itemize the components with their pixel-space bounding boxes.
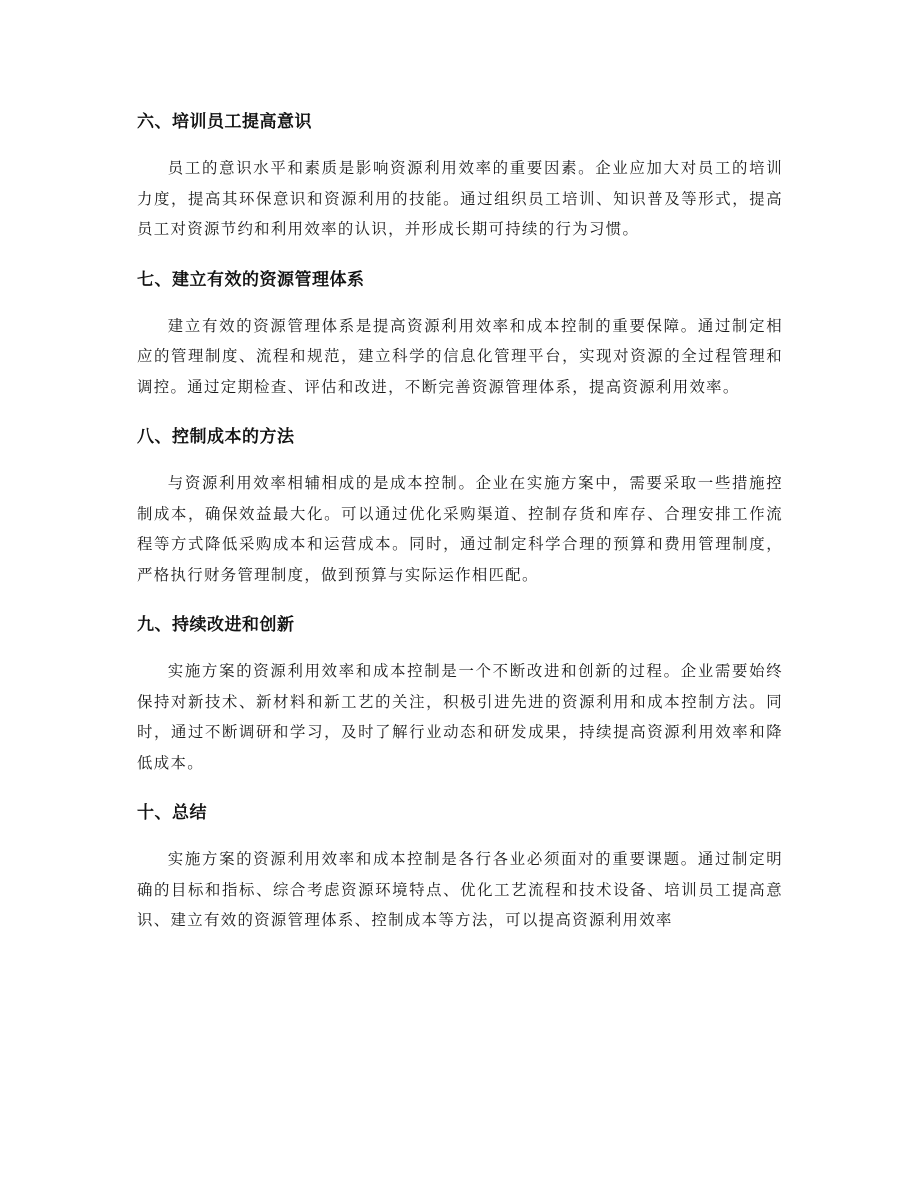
section-6 [137,104,783,245]
section-9 [137,607,783,778]
section-paragraph: 建立有效的资源管理体系是提高资源利用效率和成本控制的重要保障。通过制定相应的管理制度、流程和规范，建立科学的信息化管理平台，实现对资源的全过程管理和调控。通过定期检查、评估和改进，不断完善资源管理体系，提高资源利用效率。 [137,316,783,396]
section-heading: 六、培训员工提高意识 [137,112,312,132]
section-paragraph: 实施方案的资源利用效率和成本控制是各行各业必须面对的重要课题。通过制定明确的目标和指标、综合考虑资源环境特点、优化工艺流程和技术设备、培训员工提高意识、建立有效的资源管理体系、控制成本等方法，可以提高资源利用效率 [137,850,783,929]
section-8 [137,419,783,590]
section-heading: 七、建立有效的资源管理体系 [137,269,365,290]
section-7 [137,262,783,403]
section-heading: 十、总结 [137,803,207,823]
section-paragraph: 与资源利用效率相辅相成的是成本控制。企业在实施方案中，需要采取一些措施控制成本，确保效益最大化。可以通过优化采购渠道、控制存货和库存、合理安排工作流程等方式降低采购成本和运营成本。同时，通过制定科学合理的预算和费用管理制度，严格执行财务管理制度，做到预算与实际运作相匹配。 [137,474,783,584]
section-heading: 九、持续改进和创新 [137,615,295,635]
document-body [137,104,783,953]
section-heading: 八、控制成本的方法 [137,427,295,447]
section-paragraph: 实施方案的资源利用效率和成本控制是一个不断改进和创新的过程。企业需要始终保持对新技术、新材料和新工艺的关注，积极引进先进的资源利用和成本控制方法。同时，通过不断调研和学习，及时了解行业动态和研发成果，持续提高资源利用效率和降低成本。 [137,662,783,772]
section-10 [137,795,783,936]
section-paragraph: 员工的意识水平和素质是影响资源利用效率的重要因素。企业应加大对员工的培训力度，提高其环保意识和资源利用的技能。通过组织员工培训、知识普及等形式，提高员工对资源节约和利用效率的认识，并形成长期可持续的行为习惯。 [137,159,783,238]
